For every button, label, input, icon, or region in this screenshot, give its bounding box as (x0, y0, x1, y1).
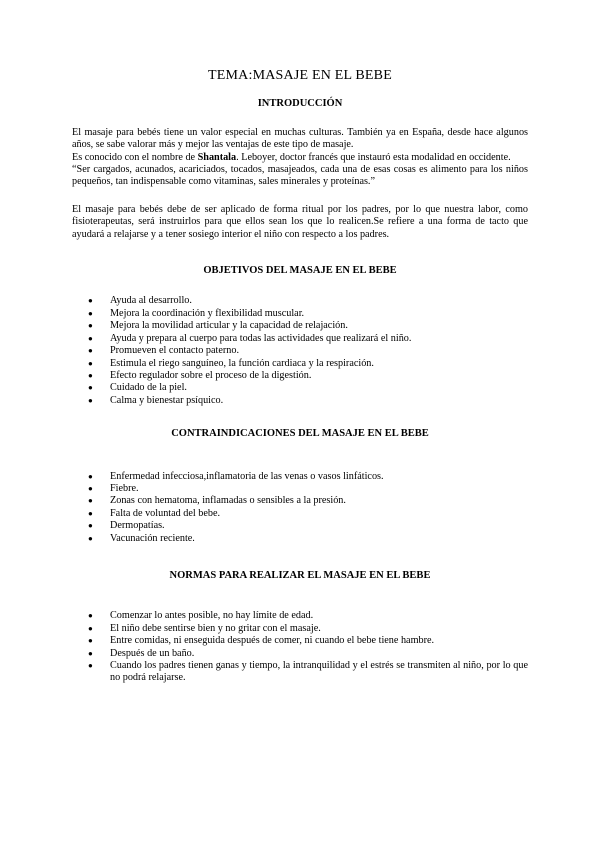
bullet-icon: ● (88, 611, 93, 621)
list-item: ● Cuando los padres tienen ganas y tiempo, la intranquilidad y el estrés se transmiten al niño, por lo que no podrá relajarse. (88, 660, 528, 684)
bullet-icon: ● (88, 483, 93, 493)
normas-list (72, 610, 528, 684)
bullet-icon: ● (88, 333, 93, 343)
list-item: ● Vacunación reciente. (88, 532, 195, 544)
intro-text-b-post: . Leboyer, doctor francés que instauró esta modalidad en occidente. (236, 151, 511, 163)
intro-text-a: El masaje para bebés tiene un valor especial en muchas culturas. También ya en España, desde hace algunos años, se sabe valorar más y mejor las ventajas de este tipo de masaje. (72, 126, 528, 151)
bullet-icon: ● (88, 648, 93, 658)
list-item: ● Entre comidas, ni enseguida después de comer, ni cuando el bebe tiene hambre. (88, 635, 435, 647)
shantala-name: Shantala (197, 151, 237, 163)
intro-paragraph-1 (72, 127, 528, 189)
objetivos-list (72, 295, 528, 407)
bullet-icon: ● (88, 508, 93, 518)
list-item: ● Estimula el riego sanguíneo, la función cardiaca y la respiración. (88, 357, 374, 369)
bullet-icon: ● (88, 471, 93, 481)
bullet-icon: ● (88, 358, 93, 368)
intro-text-b (72, 152, 528, 164)
list-item: ● Zonas con hematoma, inflamadas o sensibles a la presión. (88, 495, 346, 507)
intro-heading: INTRODUCCIÓN (257, 98, 343, 110)
bullet-icon: ● (88, 623, 93, 633)
list-item: ● Después de un baño. (88, 647, 195, 659)
bullet-icon: ● (88, 661, 93, 670)
list-item: ● Ayuda y prepara al cuerpo para todas las actividades que realizará el niño. (88, 332, 412, 344)
normas-heading: NORMAS PARA REALIZAR EL MASAJE EN EL BEBE (169, 569, 431, 581)
list-item: ● Efecto regulador sobre el proceso de la digestión. (88, 369, 312, 381)
list-item: ● Falta de voluntad del bebe. (88, 507, 221, 519)
intro-paragraph-2: El masaje para bebés debe de ser aplicado de forma ritual por los padres, por lo que nuestra labor, como fisioterapeutas, será instruirlos para que ellos sean los que lo realicen.Se refiere a una forma de tacto que ayudará a relajarse y a tener sosiego interior el niño con respecto a los padres. (72, 203, 528, 240)
bullet-icon: ● (88, 395, 93, 405)
bullet-icon: ● (88, 308, 93, 318)
intro-quote: “Ser cargados, acunados, acariciados, tocados, masajeados, cada una de esas cosas es alimento para los niños pequeños, tan indispensable como vitaminas, sales minerales y proteínas.” (72, 164, 528, 188)
contraindicaciones-heading: CONTRAINDICACIONES DEL MASAJE EN EL BEBE (171, 428, 429, 440)
list-item: ● Ayuda al desarrollo. (88, 295, 192, 307)
list-item: ● Mejora la coordinación y flexibilidad muscular. (88, 307, 305, 319)
list-item: ● Mejora la movilidad articular y la capacidad de relajación. (88, 320, 348, 332)
contraindicaciones-list (72, 471, 528, 545)
list-item: ● Calma y bienestar psíquico. (88, 394, 224, 406)
bullet-icon: ● (88, 321, 93, 331)
list-item: ● Fiebre. (88, 482, 139, 494)
objetivos-heading: OBJETIVOS DEL MASAJE EN EL BEBE (203, 265, 397, 277)
list-item: ● El niño debe sentirse bien y no gritar con el masaje. (88, 622, 321, 634)
list-item: ● Dermopatías. (88, 520, 165, 532)
bullet-icon: ● (88, 296, 93, 306)
bullet-icon: ● (88, 521, 93, 531)
list-item: ● Promueven el contacto paterno. (88, 345, 239, 357)
bullet-icon: ● (88, 383, 93, 393)
intro-text-b-pre: Es conocido con el nombre de (72, 151, 198, 163)
bullet-icon: ● (88, 496, 93, 506)
document-title: TEMA:MASAJE EN EL BEBE (208, 68, 392, 83)
list-item: ● Enfermedad infecciosa,inflamatoria de las venas o vasos linfáticos. (88, 470, 384, 482)
bullet-icon: ● (88, 533, 93, 543)
bullet-icon: ● (88, 636, 93, 646)
list-item: ● Cuidado de la piel. (88, 382, 187, 394)
bullet-icon: ● (88, 346, 93, 356)
bullet-icon: ● (88, 370, 93, 380)
list-item: ● Comenzar lo antes posible, no hay límite de edad. (88, 610, 314, 622)
